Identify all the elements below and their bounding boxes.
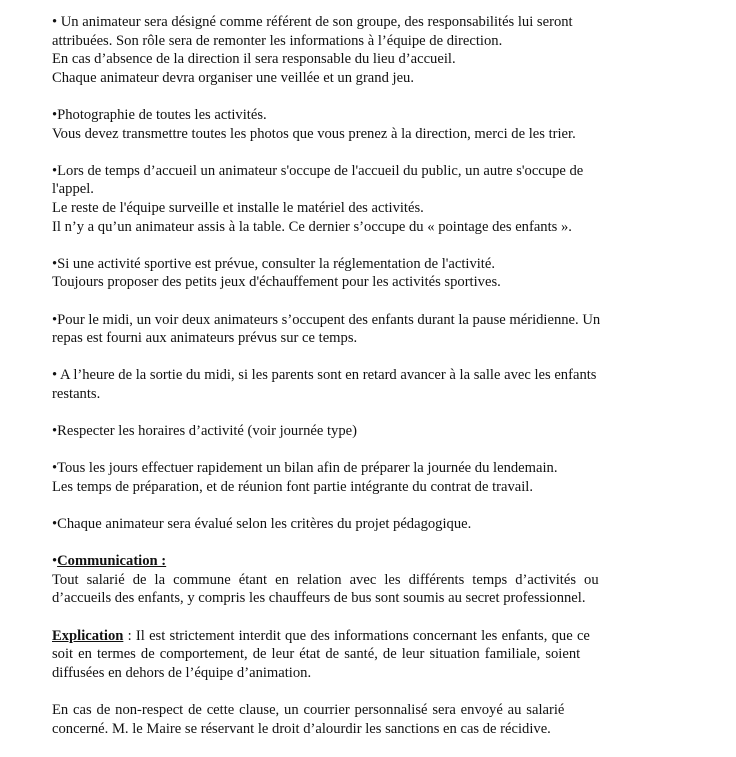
text-span: Lors de temps d’accueil un animateur s'occupe de l'accueil du public, un autre s'occupe de	[57, 162, 584, 179]
text-span: Chaque animateur sera évalué selon les critères du projet pédagogique.	[57, 516, 472, 533]
text-line: Il n’y a qu’un animateur assis à la table. Ce dernier s’occupe du « pointage des enfants ».	[52, 218, 572, 235]
paragraph-sanctions	[52, 701, 657, 738]
text-line: concerné. M. le Maire se réservant le droit d’alourdir les sanctions en cas de récidive.	[52, 720, 551, 737]
text-span: Si une activité sportive est prévue, consulter la réglementation de l'activité.	[57, 255, 495, 272]
text-line: attribuées. Son rôle sera de remonter les informations à l’équipe de direction.	[52, 32, 503, 49]
text-line	[52, 255, 657, 274]
text-span: Photographie de toutes les activités.	[57, 106, 267, 123]
text-line: En cas de non-respect de cette clause, un courrier personnalisé sera envoyé au salarié	[52, 701, 565, 718]
explication-heading: Explication	[52, 627, 124, 644]
text-span: Pour le midi, un voir deux animateurs s’occupent des enfants durant la pause méridienne. Un	[57, 311, 601, 328]
text-span: Un animateur sera désigné comme référent de son groupe, des responsabilités lui seront	[57, 14, 573, 30]
bullet-icon: •	[52, 255, 58, 272]
bullet-icon: •	[52, 423, 58, 440]
paragraph-midi	[52, 311, 657, 348]
bullet-icon: •	[52, 106, 58, 123]
bullet-icon: •	[52, 516, 58, 533]
bullet-icon: •	[52, 162, 58, 179]
text-line	[52, 627, 657, 646]
bullet-icon: •	[52, 553, 58, 570]
text-line: Toujours proposer des petits jeux d'échauffement pour les activités sportives.	[52, 274, 501, 291]
text-line: Chaque animateur devra organiser une veillée et un grand jeu.	[52, 69, 415, 86]
text-line	[52, 366, 657, 385]
paragraph-bilan	[52, 459, 657, 496]
text-line: Les temps de préparation, et de réunion font partie intégrante du contrat de travail.	[52, 478, 534, 495]
paragraph-accueil	[52, 162, 657, 236]
paragraph-evaluation	[52, 515, 657, 534]
text-line: d’accueils des enfants, y compris les chauffeurs de bus sont soumis au secret professionnel.	[52, 590, 586, 607]
text-line	[52, 515, 657, 534]
text-line	[52, 13, 657, 32]
text-line	[52, 459, 657, 478]
text-line	[52, 162, 657, 181]
bullet-icon: •	[52, 311, 58, 328]
text-line: Vous devez transmettre toutes les photos que vous prenez à la direction, merci de les trier.	[52, 125, 576, 142]
text-span: : Il est strictement interdit que des informations concernant les enfants, que ce	[123, 627, 590, 644]
text-line: l'appel.	[52, 181, 94, 198]
paragraph-horaires	[52, 422, 657, 441]
bullet-icon: •	[52, 367, 58, 384]
text-line	[52, 422, 657, 441]
paragraph-activite-sportive	[52, 255, 657, 292]
section-explication	[52, 627, 657, 683]
text-line	[52, 106, 657, 125]
text-line: repas est fourni aux animateurs prévus sur ce temps.	[52, 330, 358, 347]
paragraph-photographie	[52, 106, 657, 143]
text-line: Le reste de l'équipe surveille et installe le matériel des activités.	[52, 199, 424, 216]
text-line	[52, 311, 657, 330]
section-communication	[52, 552, 657, 608]
paragraph-sortie-midi	[52, 366, 657, 403]
section-heading	[52, 552, 657, 571]
text-line: Tout salarié de la commune étant en relation avec les différents temps d’activités ou	[52, 571, 599, 588]
text-span: A l’heure de la sortie du midi, si les parents sont en retard avancer à la salle avec les enfants	[57, 367, 597, 384]
text-span: Respecter les horaires d’activité (voir journée type)	[57, 423, 357, 440]
text-line: En cas d’absence de la direction il sera responsable du lieu d’accueil.	[52, 51, 456, 68]
text-line: restants.	[52, 385, 101, 402]
paragraph-referent	[52, 13, 657, 87]
bullet-icon: •	[52, 460, 58, 477]
text-span: Tous les jours effectuer rapidement un bilan afin de préparer la journée du lendemain.	[57, 460, 558, 477]
text-line: soit en termes de comportement, de leur état de santé, de leur situation familiale, soient	[52, 646, 581, 663]
bullet-icon: •	[52, 14, 58, 30]
text-line: diffusées en dehors de l’équipe d’animation.	[52, 664, 312, 681]
document-page	[52, 13, 657, 757]
communication-heading: Communication :	[57, 553, 167, 570]
